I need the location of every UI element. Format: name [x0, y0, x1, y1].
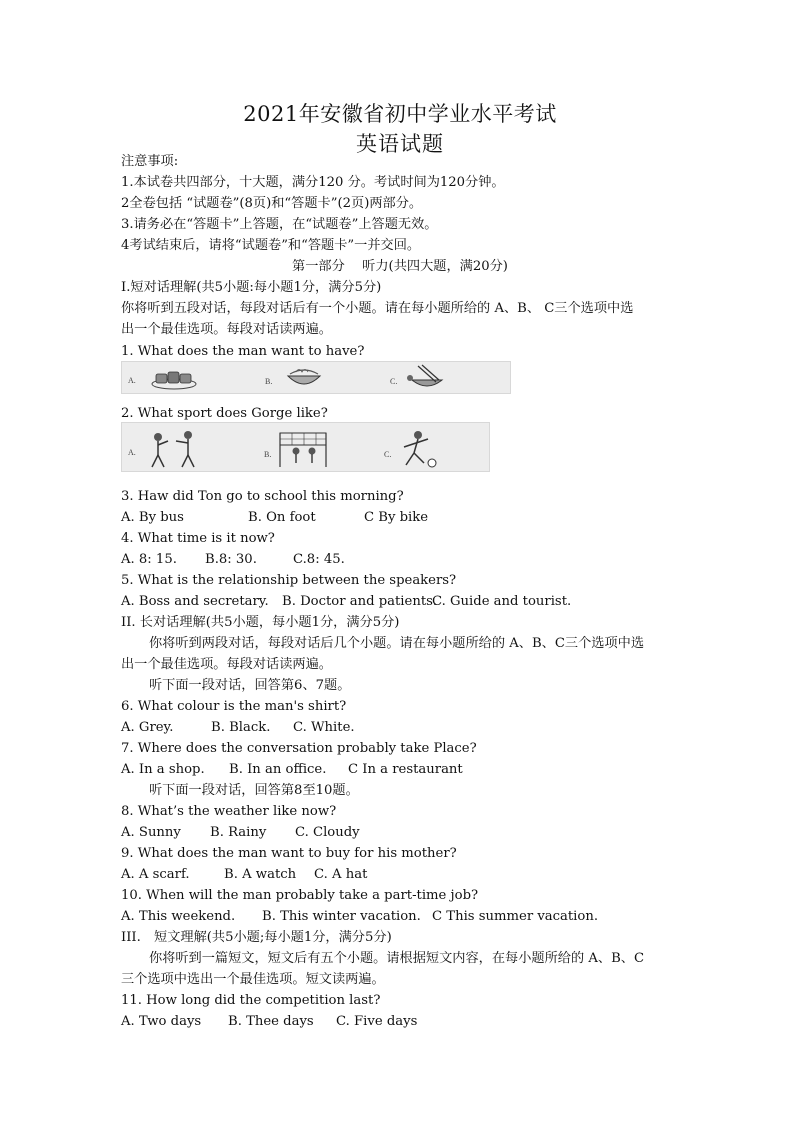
q7-option-a: A. In a shop.	[121, 762, 205, 777]
q2-label-c: C.	[384, 450, 392, 459]
part1-heading: 第一部分 听力(共四大题，满20分)	[292, 259, 508, 274]
q6-option-c: C. White.	[293, 720, 355, 735]
question-2: 2. What sport does Gorge like?	[121, 406, 328, 421]
section2-listen-1: 听下面一段对话，回答第6、7题。	[149, 678, 351, 693]
section3-heading: III. 短文理解(共5小题;每小题1分，满分5分)	[121, 930, 392, 945]
question-1: 1. What does the man want to have?	[121, 344, 365, 359]
q2-label-a: A.	[128, 448, 136, 457]
sport-pictures-icon	[122, 423, 489, 471]
question-3: 3. Haw did Ton go to school this morning?	[121, 489, 404, 504]
section2-listen-2: 听下面一段对话，回答第8至10题。	[149, 783, 359, 798]
note-4: 4考试结束后，请将“试题卷”和“答题卡”一并交回。	[121, 238, 421, 253]
section2-heading: II. 长对话理解(共5小题，每小题1分，满分5分)	[121, 615, 400, 630]
food-pictures-icon	[122, 362, 510, 393]
q10-option-b: B. This winter vacation.	[262, 909, 421, 924]
question-4: 4. What time is it now?	[121, 531, 275, 546]
q11-option-a: A. Two days	[121, 1014, 202, 1029]
section1-heading: I.短对话理解(共5小题:每小题1分，满分5分)	[121, 280, 382, 295]
q11-option-c: C. Five days	[336, 1014, 418, 1029]
question-1-pictures	[121, 361, 511, 394]
q8-option-b: B. Rainy	[210, 825, 267, 840]
q6-option-a: A. Grey.	[121, 720, 174, 735]
note-2: 2全卷包括 “试题卷”(8页)和“答题卡”(2页)两部分。	[121, 196, 423, 211]
q2-label-b: B.	[264, 450, 272, 459]
section2-instruction-line2: 出一个最佳选项。每段对话读两遍。	[121, 657, 332, 672]
question-11: 11. How long did the competition last?	[121, 993, 381, 1008]
q9-option-b: B. A watch	[224, 867, 297, 882]
q9-option-a: A. A scarf.	[121, 867, 190, 882]
q3-option-a: A. By bus	[121, 510, 184, 525]
q1-label-b: B.	[265, 377, 273, 386]
q1-label-a: A.	[128, 376, 136, 385]
section2-instruction-line1: 你将听到两段对话，每段对话后几个小题。请在每小题所给的 A、B、C三个选项中选	[149, 636, 645, 651]
section3-instruction-line1: 你将听到一篇短文，短文后有五个小题。请根据短文内容，在每小题所给的 A、B、C	[149, 951, 645, 966]
q1-label-c: C.	[390, 377, 398, 386]
exam-subtitle: 英语试题	[356, 132, 444, 156]
notes-heading: 注意事项:	[121, 154, 179, 169]
q7-option-c: C In a restaurant	[348, 762, 463, 777]
question-9: 9. What does the man want to buy for his mother?	[121, 846, 457, 861]
question-6: 6. What colour is the man's shirt?	[121, 699, 347, 714]
q5-option-a: A. Boss and secretary.	[121, 594, 269, 609]
q6-option-b: B. Black.	[211, 720, 271, 735]
q8-option-c: C. Cloudy	[295, 825, 360, 840]
q5-option-c: C. Guide and tourist.	[432, 594, 572, 609]
q7-option-b: B. In an office.	[229, 762, 327, 777]
q4-option-b: B.8: 30.	[205, 552, 257, 567]
section1-instruction-line2: 出一个最佳选项。每段对话读两遍。	[121, 322, 332, 337]
question-10: 10. When will the man probably take a part-time job?	[121, 888, 479, 903]
q5-option-b: B. Doctor and patients.	[282, 594, 438, 609]
question-2-pictures	[121, 422, 490, 472]
question-8: 8. What’s the weather like now?	[121, 804, 337, 819]
q3-option-c: C By bike	[364, 510, 429, 525]
section3-instruction-line2: 三个选项中选出一个最佳选项。短文读两遍。	[121, 972, 385, 987]
note-3: 3.请务必在“答题卡”上答题，在“试题卷”上答题无效。	[121, 217, 438, 232]
q11-option-b: B. Thee days	[228, 1014, 314, 1029]
section1-instruction-line1: 你将听到五段对话，每段对话后有一个小题。请在每小题所给的 A、B、 C三个选项中选	[121, 301, 634, 316]
note-1: 1.本试卷共四部分，十大题，满分120 分。考试时间为120分钟。	[121, 175, 505, 190]
q4-option-c: C.8: 45.	[293, 552, 345, 567]
q8-option-a: A. Sunny	[121, 825, 181, 840]
q3-option-b: B. On foot	[248, 510, 316, 525]
q9-option-c: C. A hat	[314, 867, 368, 882]
q10-option-c: C This summer vacation.	[432, 909, 599, 924]
exam-title: 2021年安徽省初中学业水平考试	[243, 102, 557, 126]
question-7: 7. Where does the conversation probably take Place?	[121, 741, 477, 756]
question-5: 5. What is the relationship between the speakers?	[121, 573, 457, 588]
q10-option-a: A. This weekend.	[121, 909, 236, 924]
q4-option-a: A. 8: 15.	[121, 552, 177, 567]
